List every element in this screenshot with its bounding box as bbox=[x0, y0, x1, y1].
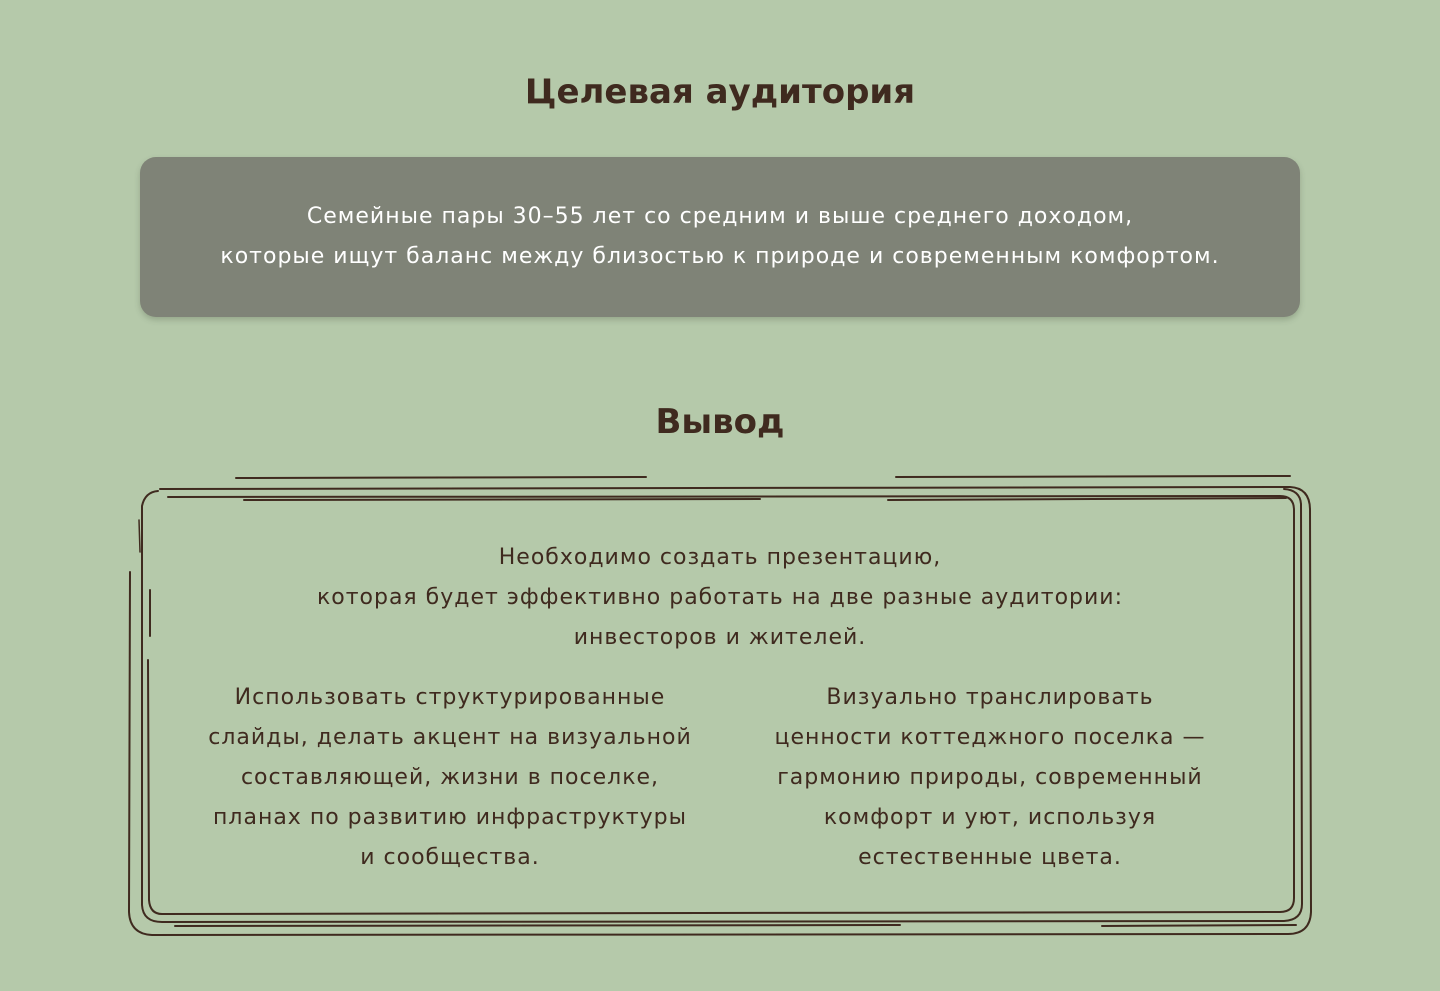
conclusion-heading: Вывод bbox=[655, 402, 785, 442]
conclusion-intro: Необходимо создать презентацию, которая будет эффективно работать на две разные аудитории: инвесторов и жителей. bbox=[316, 545, 1124, 650]
conclusion-residents-column: Визуально транслировать ценности коттеджного поселка — гармонию природы, современный комфорт и уют, используя естественные цвета. bbox=[774, 685, 1206, 870]
audience-heading: Целевая аудитория bbox=[524, 72, 916, 112]
audience-text: Семейные пары 30–55 лет со средним и выше среднего доходом, которые ищут баланс между близостью к природе и современным комфортом. bbox=[220, 204, 1220, 269]
audience-card bbox=[140, 157, 1300, 317]
conclusion-investors-column: Использовать структурированные слайды, делать акцент на визуальной составляющей, жизни в поселке, планах по развитию инфраструктуры и сообщества. bbox=[208, 685, 692, 870]
